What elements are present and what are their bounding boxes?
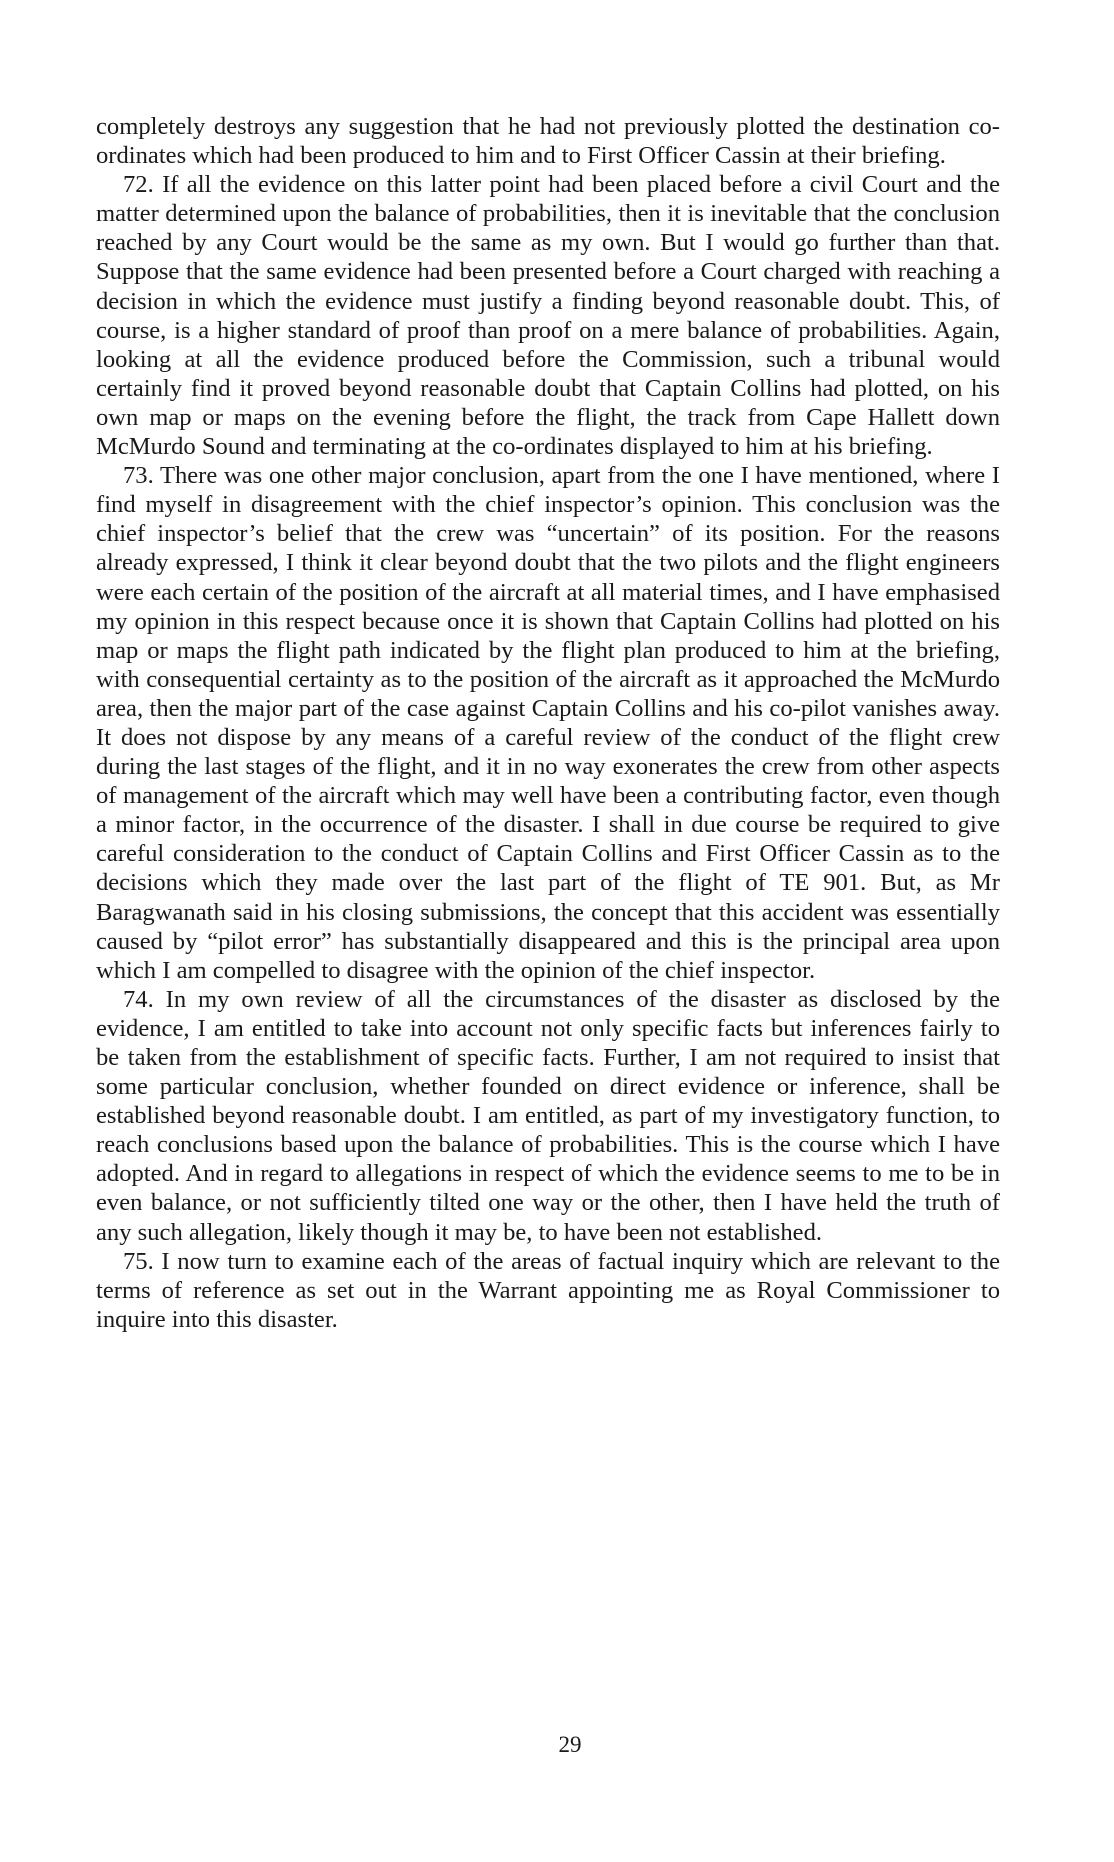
paragraph-74: 74. In my own review of all the circumstances of the disaster as disclosed by the evidence, I am entitled to take into account not only specific facts but inferences fairly to be taken from the establishment of specific facts. Further, I am not required to insist that some particular conclusion, whether founded on direct evidence or inference, shall be established beyond reasonable doubt. I am entitled, as part of my investigatory function, to reach conclusions based upon the balance of probabilities. This is the course which I have adopted. And in regard to allegations in respect of which the evidence seems to me to be in even balance, or not sufficiently tilted one way or the other, then I have held the truth of any such allegation, likely though it may be, to have been not established. xyxy=(96,985,1000,1246)
document-body xyxy=(96,112,1000,1334)
page-number: 29 xyxy=(558,1732,582,1757)
paragraph-continuation: completely destroys any suggestion that he had not previously plotted the destination co-ordinates which had been produced to him and to First Officer Cassin at their briefing. xyxy=(96,113,1000,170)
paragraph-75: 75. I now turn to examine each of the areas of factual inquiry which are relevant to the terms of reference as set out in the Warrant appointing me as Royal Commissioner to inquire into this disaster. xyxy=(96,1247,1000,1333)
paragraph-73: 73. There was one other major conclusion, apart from the one I have mentioned, where I find myself in disagreement with the chief inspector’s opinion. This conclusion was the chief inspector’s belief that the crew was “uncertain” of its position. For the reasons already expressed, I think it clear beyond doubt that the two pilots and the flight engineers were each certain of the position of the aircraft at all material times, and I have emphasised my opinion in this respect because once it is shown that Captain Collins had plotted on his map or maps the flight path indicated by the flight plan produced to him at the briefing, with consequential certainty as to the position of the aircraft as it approached the McMurdo area, then the major part of the case against Captain Collins and his co-pilot vanishes away. It does not dispose by any means of a careful review of the conduct of the flight crew during the last stages of the flight, and it in no way exonerates the crew from other aspects of management of the aircraft which may well have been a contributing factor, even though a minor factor, in the occurrence of the disaster. I shall in due course be required to give careful consideration to the conduct of Captain Collins and First Officer Cassin as to the decisions which they made over the last part of the flight of TE 901. But, as Mr Baragwanath said in his closing submissions, the concept that this accident was essentially caused by “pilot error” has substantially disappeared and this is the principal area upon which I am compelled to disagree with the opinion of the chief inspector. xyxy=(96,462,1000,984)
paragraph-72: 72. If all the evidence on this latter point had been placed before a civil Court and the matter determined upon the balance of probabilities, then it is inevitable that the conclusion reached by any Court would be the same as my own. But I would go further than that. Suppose that the same evidence had been presented before a Court charged with reaching a decision in which the evidence must justify a finding beyond reasonable doubt. This, of course, is a higher standard of proof than proof on a mere balance of probabilities. Again, looking at all the evidence produced before the Commission, such a tribunal would certainly find it proved beyond reasonable doubt that Captain Collins had plotted, on his own map or maps on the evening before the flight, the track from Cape Hallett down McMurdo Sound and terminating at the co-ordinates displayed to him at his briefing. xyxy=(96,171,1000,461)
